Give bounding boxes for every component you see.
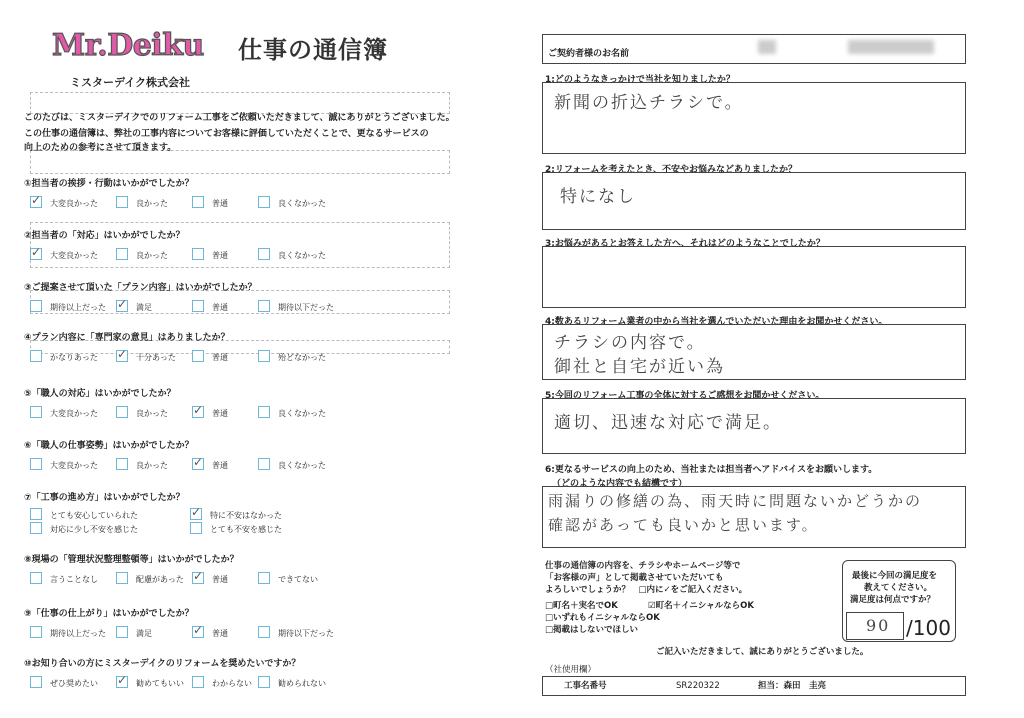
consent-option-4[interactable]: □掲載はしないでほしい (545, 625, 639, 635)
option-label: わからない (212, 679, 252, 688)
option-checkbox[interactable] (192, 248, 204, 260)
option-label: 対応に少し不安を感じた (50, 525, 138, 534)
answer-1: 新聞の折込チラシで。 (554, 93, 744, 113)
option-checkbox[interactable] (116, 196, 128, 208)
option-checkbox[interactable] (258, 572, 270, 584)
option-checkbox[interactable] (116, 458, 128, 470)
option-checkbox[interactable] (192, 300, 204, 312)
question-label: ⑥「職人の仕事姿勢」はいかがでしたか？ (24, 441, 194, 451)
customer-name-label: ご契約者様のお名前 (548, 49, 630, 59)
option-checkbox[interactable] (258, 458, 270, 470)
option-checkbox[interactable] (258, 350, 270, 362)
option-label: 良かった (136, 199, 168, 208)
option-label: 普通 (212, 629, 228, 638)
question-label: ⑩お知り合いの方にミスターデイクのリフォームを奨めたいですか？ (24, 659, 301, 669)
option-checkbox[interactable] (192, 626, 204, 638)
question-label: ③ご提案させて頂いた「プラン内容」はいかがでしたか？ (24, 283, 257, 293)
answer-box-3 (542, 246, 966, 308)
option-label: 特に不安はなかった (210, 511, 282, 520)
consent-option-3[interactable]: □いずれもイニシャルならOK (545, 613, 660, 623)
option-checkbox[interactable] (30, 248, 42, 260)
option-checkbox[interactable] (30, 508, 42, 520)
question-label: ①担当者の挨拶・行動はいかがでしたか？ (24, 179, 194, 189)
consent-line-3: よろしいでしょうか？ □内に✓をご記入ください。 (545, 585, 748, 595)
intro-line-3: 向上のための参考にさせて頂きます。 (24, 143, 177, 153)
question-label: ④プラン内容に「専門家の意見」はありましたか？ (24, 333, 230, 343)
option-checkbox[interactable] (190, 508, 202, 520)
q6-label-1: 6:更なるサービスの向上のため、当社または担当者へアドバイスをお願いします。 (545, 465, 878, 475)
option-label: 普通 (212, 303, 228, 312)
option-label: 勧められない (278, 679, 326, 688)
option-label: 普通 (212, 199, 228, 208)
option-label: 期待以上だった (50, 629, 106, 638)
option-label: 期待以下だった (278, 629, 334, 638)
option-checkbox[interactable] (258, 676, 270, 688)
option-label: 普通 (212, 251, 228, 260)
redacted-name (848, 40, 934, 54)
page-title: 仕事の通信簿 (238, 36, 388, 64)
option-label: 普通 (212, 575, 228, 584)
option-checkbox[interactable] (192, 196, 204, 208)
option-checkbox[interactable] (30, 458, 42, 470)
option-label: 大変良かった (50, 461, 98, 470)
option-label: 言うことなし (50, 575, 98, 584)
option-label: 満足 (136, 303, 152, 312)
option-checkbox[interactable] (192, 676, 204, 688)
intro-line-1: このたびは、ミスターデイクでのリフォーム工事をご依頼いただきまして、誠にありがとうございました。 (24, 113, 455, 123)
option-checkbox[interactable] (192, 350, 204, 362)
option-checkbox[interactable] (116, 350, 128, 362)
q5-label: 5:今回のリフォーム工事の全体に対するご感想をお聞かせください。 (545, 391, 825, 401)
work-number-label: 工事名番号 (564, 681, 607, 691)
option-checkbox[interactable] (30, 522, 42, 534)
consent-option-2[interactable]: ☑町名＋イニシャルならOK (648, 601, 754, 611)
question-label: ⑤「職人の対応」はいかがでしたか？ (24, 389, 176, 399)
option-label: 期待以下だった (278, 303, 334, 312)
option-checkbox[interactable] (192, 572, 204, 584)
consent-line-2: 「お客様の声」として掲載させていただいても (545, 573, 724, 583)
option-checkbox[interactable] (192, 458, 204, 470)
score-question-1: 最後に今回の満足度を (852, 571, 938, 581)
option-label: できてない (278, 575, 318, 584)
option-checkbox[interactable] (258, 248, 270, 260)
option-checkbox[interactable] (30, 300, 42, 312)
option-label: かなりあった (50, 353, 98, 362)
option-label: 大変良かった (50, 251, 98, 260)
option-checkbox[interactable] (116, 572, 128, 584)
option-checkbox[interactable] (116, 300, 128, 312)
q1-label: 1:どのようなきっかけで当社を知りましたか？ (545, 75, 735, 85)
answer-6-line-1: 雨漏りの修繕の為、雨天時に問題ないかどうかの (548, 492, 923, 510)
option-label: とても不安を感じた (210, 525, 282, 534)
option-checkbox[interactable] (30, 626, 42, 638)
option-label: 普通 (212, 461, 228, 470)
option-label: 勧めてもいい (136, 679, 184, 688)
answer-5: 適切、迅速な対応で満足。 (554, 413, 782, 433)
question-label: ⑨「仕事の仕上がり」はいかがでしたか？ (24, 609, 194, 619)
thanks-text: ご記入いただきまして、誠にありがとうございました。 (656, 647, 869, 657)
option-label: 大変良かった (50, 199, 98, 208)
option-label: 期待以上だった (50, 303, 106, 312)
option-checkbox[interactable] (30, 196, 42, 208)
option-checkbox[interactable] (258, 300, 270, 312)
answer-2: 特になし (560, 187, 636, 207)
q2-label: 2:リフォームを考えたとき、不安やお悩みなどありましたか？ (545, 165, 798, 175)
option-checkbox[interactable] (258, 406, 270, 418)
option-label: 配慮があった (136, 575, 184, 584)
option-label: 良かった (136, 251, 168, 260)
bleed-through-box (30, 92, 450, 114)
option-checkbox[interactable] (30, 572, 42, 584)
option-label: 良くなかった (278, 461, 326, 470)
score-question-2: 教えてください。 (864, 583, 933, 593)
option-label: 満足 (136, 629, 152, 638)
staff-label: 担当：森田 圭亮 (758, 681, 827, 691)
option-label: 良くなかった (278, 251, 326, 260)
option-checkbox[interactable] (258, 196, 270, 208)
option-checkbox[interactable] (116, 248, 128, 260)
option-checkbox[interactable] (190, 522, 202, 534)
q3-label: 3:お悩みがあるとお答えした方へ、それはどのようなことでしたか？ (545, 239, 825, 249)
intro-line-2: この仕事の通信簿は、弊社の工事内容についてお客様に評価していただくことで、更なるサービスの (24, 129, 429, 139)
option-checkbox[interactable] (30, 350, 42, 362)
score-value: 90 (866, 616, 891, 635)
option-label: 殆どなかった (278, 353, 326, 362)
question-label: ②担当者の「対応」はいかがでしたか？ (24, 231, 185, 241)
option-label: 普通 (212, 409, 228, 418)
option-label: ぜひ奨めたい (50, 679, 98, 688)
q4-label: 4:数あるリフォーム業者の中から当社を選んでいただいた理由をお聞かせください。 (545, 317, 888, 327)
option-label: 良かった (136, 461, 168, 470)
q6-label-2: （どのような内容でも結構です） (552, 479, 688, 489)
option-label: 大変良かった (50, 409, 98, 418)
score-question-3: 満足度は何点ですか？ (850, 595, 936, 605)
office-use-label: （社使用欄） (545, 665, 597, 675)
option-checkbox[interactable] (116, 626, 128, 638)
question-label: ⑧現場の「管理状況整理整頓等」はいかがでしたか？ (24, 555, 239, 565)
option-label: 良くなかった (278, 409, 326, 418)
option-checkbox[interactable] (116, 406, 128, 418)
option-checkbox[interactable] (30, 406, 42, 418)
option-label: 普通 (212, 353, 228, 362)
answer-4-line-1: チラシの内容で。 (554, 333, 706, 353)
company-name: ミスターデイク株式会社 (70, 76, 191, 89)
option-label: 十分あった (136, 353, 176, 362)
option-checkbox[interactable] (116, 676, 128, 688)
work-number-value: SR220322 (676, 681, 720, 691)
consent-option-1[interactable]: □町名＋実名でOK (545, 601, 618, 611)
option-checkbox[interactable] (192, 406, 204, 418)
option-label: 良くなかった (278, 199, 326, 208)
question-label: ⑦「工事の進め方」はいかがでしたか？ (24, 493, 185, 503)
answer-4-line-2: 御社と自宅が近い為 (554, 357, 725, 377)
consent-line-1: 仕事の通信簿の内容を、チラシやホームページ等で (545, 561, 741, 571)
option-label: とても安心していられた (50, 511, 138, 520)
option-label: 良かった (136, 409, 168, 418)
redacted-name (758, 40, 776, 54)
option-checkbox[interactable] (258, 626, 270, 638)
score-max: /100 (906, 616, 951, 640)
option-checkbox[interactable] (30, 676, 42, 688)
brand-logo: Mr.Deiku (52, 28, 204, 63)
answer-6-line-2: 確認があっても良いかと思います。 (548, 516, 819, 534)
